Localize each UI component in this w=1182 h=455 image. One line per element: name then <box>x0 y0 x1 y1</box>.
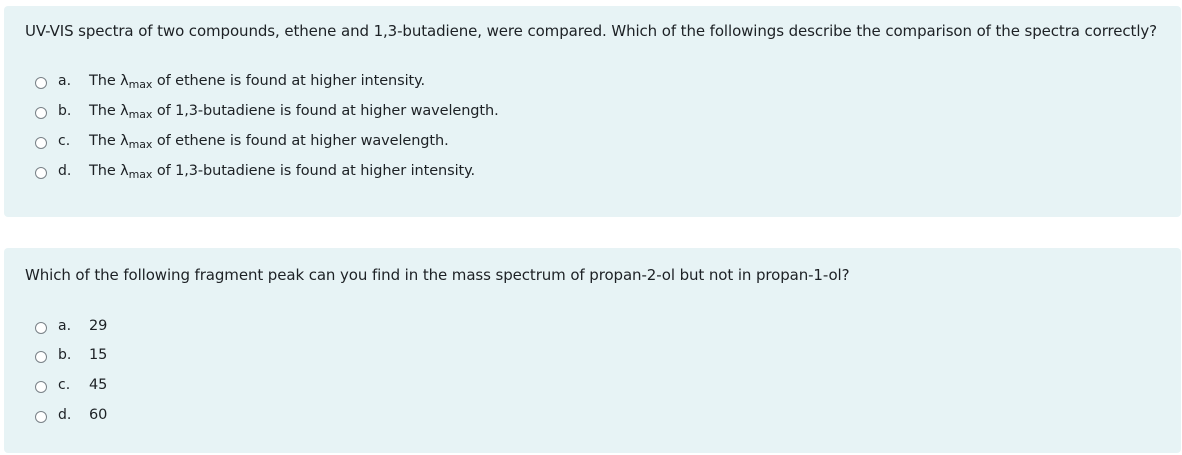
question-2-answer-b[interactable] <box>4 347 704 371</box>
question-2-answer-c[interactable] <box>4 377 704 401</box>
radio-button-icon[interactable] <box>35 381 47 393</box>
answer-text: 60 <box>89 407 108 423</box>
answer-text: 45 <box>89 377 108 393</box>
radio-button-icon[interactable] <box>35 107 47 119</box>
answer-letter: a. <box>58 318 72 334</box>
question-1-card <box>4 6 1181 217</box>
radio-button-icon[interactable] <box>35 322 47 334</box>
answer-letter: a. <box>58 73 72 89</box>
answer-letter: c. <box>58 133 71 149</box>
answer-letter: d. <box>58 163 72 179</box>
answer-letter: b. <box>58 103 72 119</box>
radio-button-icon[interactable] <box>35 167 47 179</box>
answer-text: The $\lambda_{max}$ of ethene is found at higher wavelength. <box>89 133 449 151</box>
question-1-answer-d[interactable] <box>4 163 704 187</box>
answer-letter: c. <box>58 377 71 393</box>
radio-button-icon[interactable] <box>35 137 47 149</box>
question-1-answer-c[interactable] <box>4 133 704 157</box>
question-2-text: Which of the following fragment peak can you find in the mass spectrum of propan-2-ol but not in propan-1-ol? <box>25 266 850 284</box>
answer-text: The $\lambda_{max}$ of 1,3-butadiene is found at higher intensity. <box>89 163 476 181</box>
radio-button-icon[interactable] <box>35 77 47 89</box>
answer-text: The $\lambda_{max}$ of 1,3-butadiene is found at higher wavelength. <box>89 103 499 121</box>
question-1-text: UV-VIS spectra of two compounds, ethene and 1,3-butadiene, were compared. Which of the followings describe the comparison of the spectra correctly? <box>25 22 1158 40</box>
question-2-answer-a[interactable] <box>4 318 704 342</box>
answer-letter: b. <box>58 347 72 363</box>
question-2-answer-d[interactable] <box>4 407 704 431</box>
answer-text: 29 <box>89 318 108 334</box>
question-2-card <box>4 248 1181 453</box>
radio-button-icon[interactable] <box>35 351 47 363</box>
question-1-answer-a[interactable] <box>4 73 704 97</box>
question-1-answer-b[interactable] <box>4 103 704 127</box>
radio-button-icon[interactable] <box>35 411 47 423</box>
answer-text: 15 <box>89 347 108 363</box>
answer-letter: d. <box>58 407 72 423</box>
answer-text: The $\lambda_{max}$ of ethene is found at higher intensity. <box>89 73 426 91</box>
